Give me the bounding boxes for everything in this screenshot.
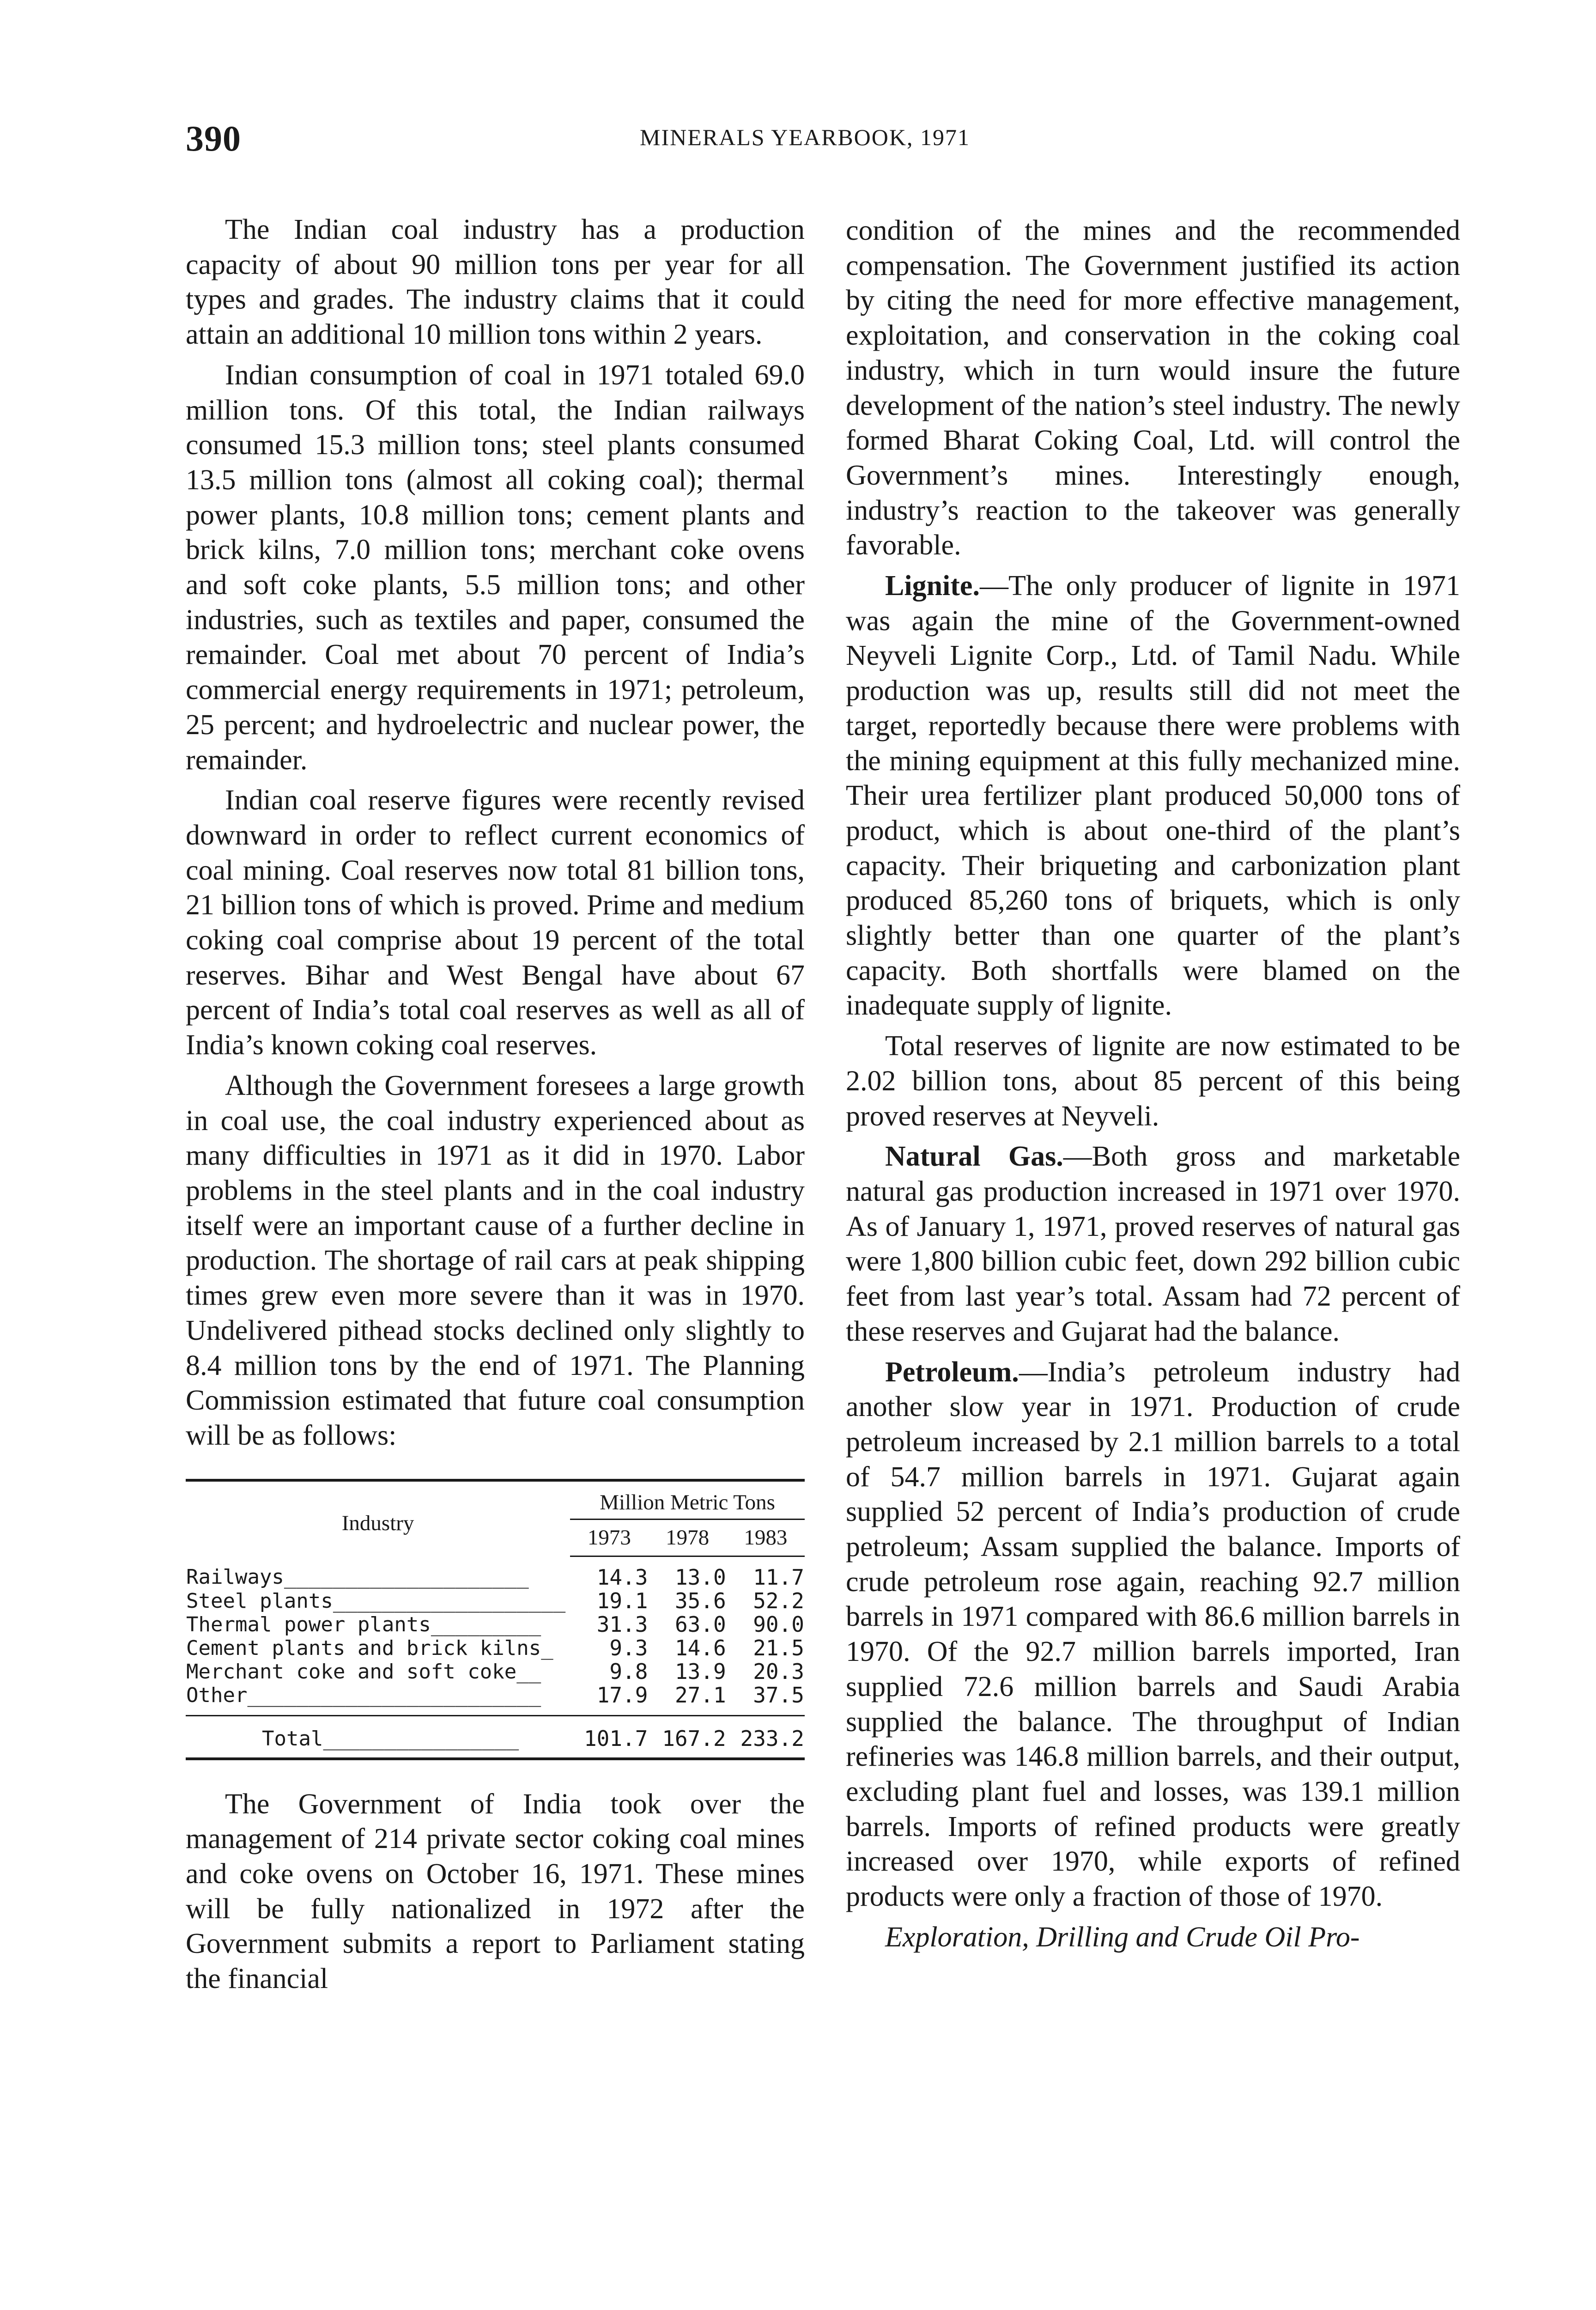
table-cell: 35.6 — [674, 1588, 726, 1613]
dot-leader: ________________ — [323, 1726, 519, 1751]
industry-column-header: Industry — [341, 1511, 414, 1535]
table-cell: 14.6 — [674, 1635, 726, 1660]
year-header-1973: 1973 — [570, 1519, 648, 1556]
row-label: Thermal power plants — [186, 1612, 431, 1636]
table-cell: 31.3 — [596, 1611, 648, 1637]
row-label: Cement plants and brick kilns — [186, 1636, 541, 1660]
dot-leader: ____________________ — [284, 1565, 529, 1589]
row-label: Other — [186, 1683, 248, 1707]
table-cell: 9.8 — [609, 1659, 648, 1684]
year-header-1978: 1978 — [648, 1519, 726, 1556]
dot-leader: ________________________ — [247, 1683, 541, 1707]
paragraph-lignite-reserves: Total reserves of lignite are now estimated to be 2.02 billion tons, about 85 percent of this being proved reserves at Neyveli. — [846, 1030, 1460, 1132]
paragraph-government-takeover: The Government of India took over the management of 214 private sector coking coal mines and coke ovens on October 16, 1971. These mines will be fully nationalized in 1972 after the Government submits a report to Parliament stating the financial — [186, 1788, 805, 1995]
coal-consumption-table — [186, 1479, 805, 1760]
table-cell: 11.7 — [753, 1564, 804, 1590]
table-cell: 63.0 — [674, 1611, 726, 1637]
running-title: MINERALS YEARBOOK, 1971 — [640, 124, 970, 150]
table-cell: 90.0 — [753, 1611, 804, 1637]
table-cell: 14.3 — [596, 1564, 648, 1590]
dot-leader: _________ — [431, 1612, 541, 1636]
paragraph-takeover-continued: condition of the mines and the recommended compensation. The Government justified its action by citing the need for more effective management, exploitation, and conservation in the coking coal industry, which in turn would insure the future development of the nation’s steel industry. The newly formed Bharat Coking Coal, Ltd. will control the Government’s mines. Interestingly enough, industry’s reaction to the takeover was generally favorable. — [846, 215, 1460, 561]
petroleum-heading: Petroleum. — [885, 1356, 1019, 1388]
table-row-thermal-power — [186, 1613, 805, 1636]
year-header-1983: 1983 — [727, 1519, 805, 1556]
paragraph-coal-difficulties: Although the Government foresees a large growth in coal use, the coal industry experienced about as many difficulties in 1971 as it did in 1970. Labor problems in the steel plants and in the coal industry itself were an important cause of a further decline in production. The shortage of rail cars at peak shipping times grew even more severe than it was in 1970. Undelivered pithead stocks declined only slightly to 8.4 million tons by the end of 1971. The Planning Commission estimated that future coal consumption will be as follows: — [186, 1070, 805, 1451]
dot-leader: __ — [516, 1660, 541, 1684]
table-row-total — [186, 1715, 805, 1759]
table-cell: 52.2 — [753, 1588, 804, 1613]
table-cell: 13.9 — [674, 1659, 726, 1684]
table-cell: 20.3 — [753, 1659, 804, 1684]
total-cell: 167.2 — [648, 1715, 726, 1759]
paragraph-production-capacity: The Indian coal industry has a production capacity of about 90 million tons per year for all types and grades. The industry claims that it could attain an additional 10 million tons within 2 years. — [186, 214, 805, 351]
section-natural-gas — [846, 1139, 1460, 1349]
page-number: 390 — [186, 118, 241, 158]
table-cell: 21.5 — [753, 1635, 804, 1660]
petroleum-text: —India’s petroleum industry had another slow year in 1971. Production of crude petroleum increased by 2.1 million barrels to a total of 54.7 million barrels in 1971. Gujarat again supplied 52 percent of India’s production of crude petroleum; Assam supplied the balance. Imports of crude petroleum rose again, reaching 92.7 million barrels in 1971 compared with 86.6 million barrels in 1970. Of the 92.7 million barrels imported, Iran supplied 72.6 million barrels and Saudi Arabia supplied the balance. The throughput of Indian refineries was 146.8 million barrels, and their output, excluding plant fuel and losses, was 139.1 million barrels. Imports of refined products were greatly increased over 1970, while exports of refined products were only a fraction of those of 1970. — [846, 1356, 1460, 1913]
row-label: Steel plants — [186, 1589, 333, 1613]
dot-leader: ___________________ — [333, 1589, 566, 1613]
table-cell: 17.9 — [570, 1684, 648, 1716]
consumption-table — [186, 1479, 805, 1760]
left-column — [186, 213, 805, 1997]
paragraph-coal-reserves: Indian coal reserve figures were recently revised downward in order to reflect current economics of coal mining. Coal reserves now total 81 billion tons, 21 billion tons of which is proved. Prime and medium coking coal comprise about 19 percent of the total reserves. Bihar and West Bengal have about 67 percent of India’s total coal reserves as well as all of India’s known coking coal reserves. — [186, 784, 805, 1061]
row-label: Railways — [186, 1565, 284, 1589]
table-row-other — [186, 1684, 805, 1716]
right-column — [846, 213, 1460, 1955]
table-row-railways — [186, 1556, 805, 1589]
table-cell: 13.0 — [674, 1564, 726, 1590]
lignite-heading: Lignite. — [885, 570, 980, 602]
exploration-heading: Exploration, Drilling and Crude Oil Pro- — [885, 1921, 1360, 1953]
total-cell: 101.7 — [570, 1715, 648, 1759]
section-lignite — [846, 569, 1460, 1023]
dot-leader: _ — [541, 1636, 553, 1660]
row-label: Merchant coke and soft coke — [186, 1660, 517, 1684]
table-cell: 9.3 — [609, 1635, 648, 1660]
total-cell: 233.2 — [727, 1715, 805, 1759]
table-row-merchant-coke — [186, 1660, 805, 1684]
natural-gas-text: —Both gross and marketable natural gas production increased in 1971 over 1970. As of January 1, 1971, proved reserves of natural gas were 1,800 billion cubic feet, down 292 billion cubic feet from last year’s total. Assam had 72 percent of these reserves and Gujarat had the balance. — [846, 1141, 1460, 1347]
table-cell: 37.5 — [727, 1684, 805, 1716]
lignite-text: —The only producer of lignite in 1971 was again the mine of the Government-owned Neyveli Lignite Corp., Ltd. of Tamil Nadu. While production was up, results still did not meet the target, reportedly because there were problems with the mining equipment at this fully mechanized mine. Their urea fertilizer plant produced 50,000 tons of product, which is about one-third of the plant’s capacity. Their briqueting and carbonization plant produced 85,260 tons of briquets, which is only slightly better than one quarter of the plant’s capacity. Both shortfalls were blamed on the inadequate supply of lignite. — [846, 570, 1460, 1021]
table-cell: 27.1 — [648, 1684, 726, 1716]
total-label: Total — [262, 1726, 323, 1751]
table-row-cement-brick — [186, 1636, 805, 1660]
natural-gas-heading: Natural Gas. — [885, 1141, 1063, 1173]
table-row-steel-plants — [186, 1589, 805, 1613]
million-metric-tons-header: Million Metric Tons — [570, 1491, 805, 1520]
paragraph-coal-consumption: Indian consumption of coal in 1971 totaled 69.0 million tons. Of this total, the Indian railways consumed 15.3 million tons; steel plants consumed 13.5 million tons (almost all coking coal); thermal power plants, 10.8 million tons; cement plants and brick kilns, 7.0 million tons; merchant coke ovens and soft coke plants, 5.5 million tons; and other industries, such as textiles and paper, consumed the remainder. Coal met about 70 percent of India’s commercial energy requirements in 1971; petroleum, 25 percent; and hydroelectric and nuclear power, the remainder. — [186, 359, 805, 776]
table-cell: 19.1 — [596, 1588, 648, 1613]
section-petroleum — [846, 1355, 1460, 1915]
